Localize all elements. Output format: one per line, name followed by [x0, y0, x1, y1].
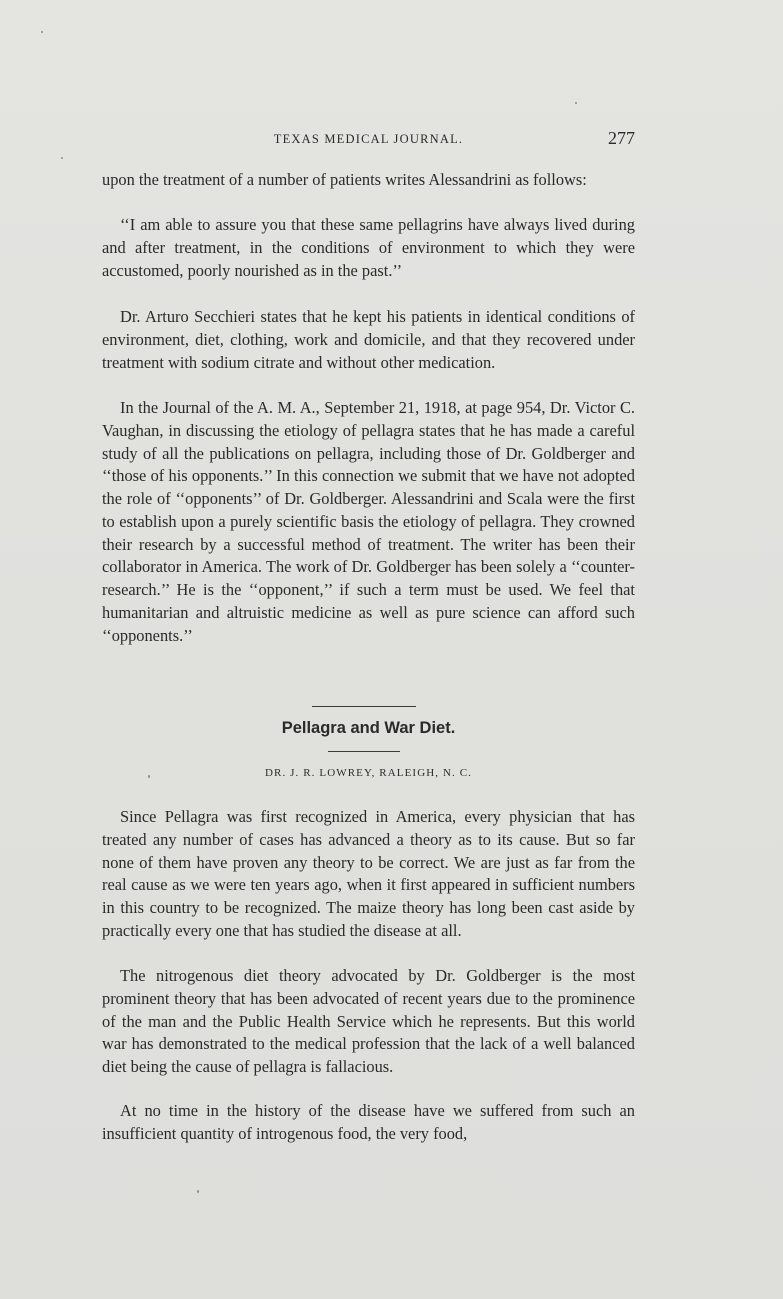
page-number: 277 [608, 128, 635, 148]
body-paragraph-2: ‘‘I am able to assure you that these same pellagrins have always lived during and after treatment, in the conditions of environment to which they were accustomed, poorly nourished as in the past.’’ [102, 215, 635, 280]
section-rule-top [312, 706, 416, 707]
paper-speck [197, 1190, 199, 1193]
section-rule-bottom [328, 751, 400, 752]
paper-speck [148, 775, 150, 778]
body-paragraph-1: upon the treatment of a number of patients writes Alessandrini as follows: [102, 170, 587, 189]
paper-speck [575, 102, 577, 104]
paper-speck [41, 31, 43, 33]
article-paragraph-1: Since Pellagra was first recognized in America, every physician that has treated any number of cases has advanced a theory as to its cause. But so far none of them have proven any theory to be correct. We are just as far from the real cause as we were ten years ago, when it first appeared in sufficient numbers in this country to be recognized. The maize theory has long been cast aside by practically every one that has studied the disease at all. [102, 807, 635, 940]
journal-title: TEXAS MEDICAL JOURNAL. [273, 132, 464, 146]
paper-speck [61, 157, 63, 159]
body-paragraph-4: In the Journal of the A. M. A., September 21, 1918, at page 954, Dr. Victor C. Vaughan, in discussing the etiology of pellagra states that he has made a careful study of all the publications on pellagra, including those of Dr. Goldberger and ‘‘those of his opponents.’’ In this connection we submit that we have not adopted the role of ‘‘opponents’’ of Dr. Goldberger. Alessandrini and Scala were the first to establish upon a purely scientific basis the etiology of pellagra. They crowned their research by a successful method of treatment. The writer has been their collaborator in America. The work of Dr. Goldberger has been solely a ‘‘counter-research.’’ He is the ‘‘opponent,’’ if such a term must be used. We feel that humanitarian and altruistic medicine as well as pure science can afford such ‘‘opponents.’’ [102, 398, 635, 645]
article-paragraph-2: The nitrogenous diet theory advocated by Dr. Goldberger is the most prominent theory that has been advocated of recent years due to the prominence of the man and the Public Health Service which he represents. But this world war has demonstrated to the medical profession that the lack of a well balanced diet being the cause of pellagra is fallacious. [102, 966, 635, 1076]
article-byline: DR. J. R. LOWREY, RALEIGH, N. C. [264, 767, 473, 779]
article-paragraph-3: At no time in the history of the disease have we suffered from such an insufficient quantity of introgenous food, the very food, [102, 1101, 635, 1143]
running-head [102, 128, 635, 150]
article-title: Pellagra and War Diet. [281, 719, 456, 737]
body-paragraph-3: Dr. Arturo Secchieri states that he kept his patients in identical conditions of environment, diet, clothing, work and domicile, and that they recovered under treatment with sodium citrate and without other medication. [102, 307, 635, 372]
